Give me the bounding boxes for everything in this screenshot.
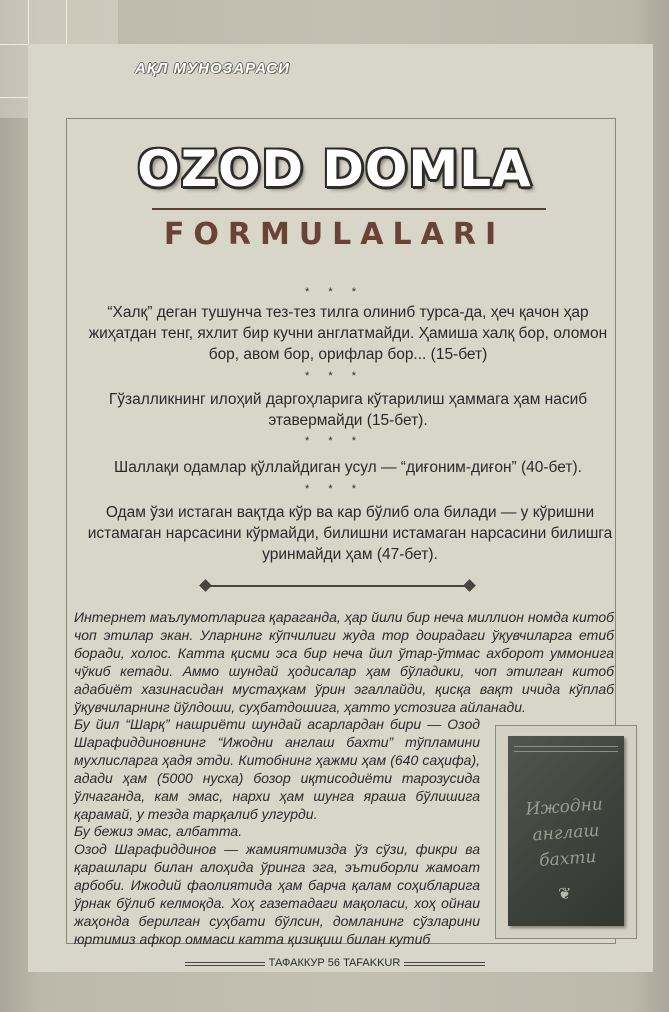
footer-text: ТАФАККУР 56 TAFAKKUR [265, 957, 405, 969]
quote: Одам ўзи истаган вақтда кўр ва кар бўлиб ола билади — у кўришни истамаган нарсасини кўрмайди, билишни истамаган нарсасини билишга уринмайди ҳам (47-бет). [87, 504, 613, 563]
article-title: OZOD DOMLA [137, 140, 532, 198]
article-paragraph: Бу йил “Шарқ” нашриёти шундай асарлардан бири — Озод Шарафиддиновнинг “Ижодни англаш бахти” тўпламини мухлисларга ҳадя этди. Китобнинг ҳажми ҳам (640 саҳифа), адади ҳам (5000 нусха) бозор иқтисодиёти тарозусида ўлчаганда, кам эмас, нархи ҳам шунга яраша бўлишига қарамай, у тезда тарқалиб улгурди. [74, 716, 480, 822]
article-intro [74, 609, 614, 716]
quote: Шаллақи одамлар қўллайдиган усул — “диғоним-диғон” (40-бет). [114, 459, 582, 476]
article-paragraph: Озод Шарафиддинов — жамиятимизда ўз сўзи, фикри ва қарашлари билан алоҳида ўринга эга, эътиборли жамоат арбоби. Ижодий фаолиятида ҳам барча қалам соҳибларига ўрнак бўлиб келмоқда. Хоҳ газетадаги мақоласи, хоҳ ойнаи жаҳонда берилган суҳбати бўлсин, домланинг сўзларини юртимиз афкор оммаси катта қизиқиш билан кутиб [74, 841, 480, 947]
article-paragraph: Интернет маълумотларига қараганда, ҳар йили бир неча миллион номда китоб чоп этилар экан. Уларнинг кўпчилиги жуда тор доирадаги ўқувчиларга етиб боради, холос. Катта қисми эса бир неча йил ўтар-ўтмас ахборот уммонига чўкиб кетади. Аммо шундай ҳодисалар ҳам бўладики, чоп этилган китоб адабиёт хазинасидан мустаҳкам ўрин эгаллайди, қисқа вақт ичида кўплаб ўқувчиларнинг йўлдоши, суҳбатдошига, ҳатто устозига айланади. [74, 609, 614, 715]
book-ornament-icon: ❦ [558, 886, 572, 903]
book-title: Ижодни англаш бахти [524, 794, 604, 871]
quote: “Халқ” деган тушунча тез-тез тилга олиниб турса-да, ҳеч қачон ҳар жиҳатдан тенг, яхлит бир кучни англатмайди. Ҳамиша халқ бор, оломон бор, авом бор, орифлар бор... (15-бет) [88, 304, 608, 363]
stars-separator: * * * [305, 483, 364, 495]
article-body [74, 716, 480, 949]
article-paragraph: Бу бежиз эмас, албатта. [74, 823, 243, 840]
section-header: АҚЛ МУНОЗАРАСИ [135, 60, 290, 77]
book-author-strip [514, 746, 618, 752]
title-rule [152, 208, 546, 210]
article-subtitle: FORMULALARI [163, 217, 506, 252]
stars-separator: * * * [305, 286, 364, 298]
book-cover-image [495, 725, 637, 939]
divider-rule [205, 585, 470, 587]
book-cover [508, 736, 624, 926]
quote: Гўзалликнинг илоҳий даргоҳларига кўтарилиш ҳаммага ҳам насиб этавермайди (15-бет). [108, 391, 588, 429]
stars-separator: * * * [305, 435, 364, 447]
stars-separator: * * * [305, 370, 364, 382]
page-footer [0, 957, 669, 969]
